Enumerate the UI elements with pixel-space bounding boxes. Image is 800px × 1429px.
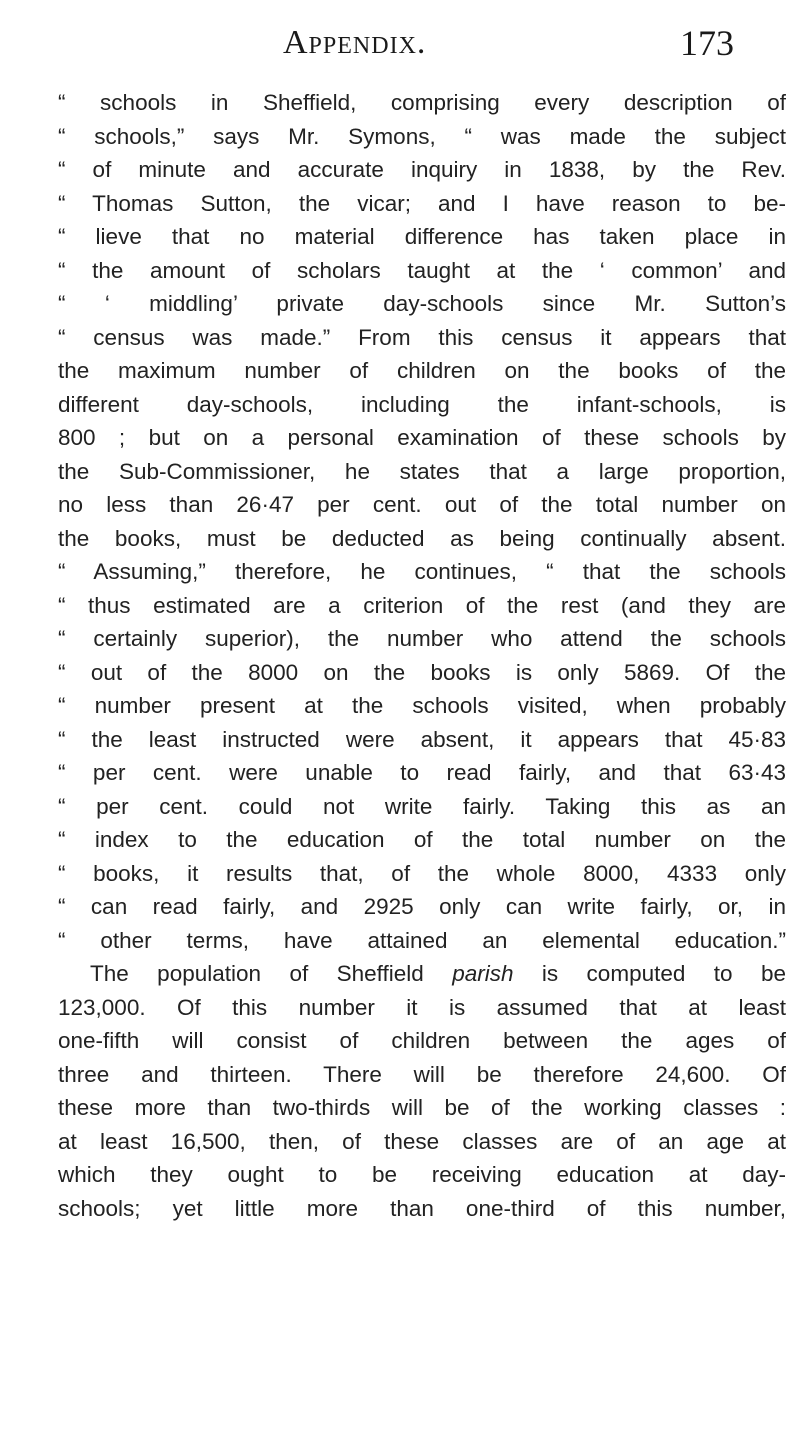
text-line: “ can read fairly, and 2925 only can write fairly, or, in: [58, 894, 786, 919]
running-head: [0, 20, 800, 68]
text-line: “ census was made.” From this census it appears that: [58, 324, 786, 350]
text-line: “ books, it results that, of the whole 8000, 4333 only: [58, 860, 786, 886]
page-number: 173: [680, 23, 734, 63]
text-line: “ index to the education of the total number on the: [58, 827, 786, 852]
text-line: “ out of the 8000 on the books is only 5869. Of the: [58, 659, 786, 685]
text-line: “ certainly superior), the number who attend the schools: [58, 626, 786, 651]
running-head-title: Appendix.: [283, 24, 427, 61]
body-text: [58, 86, 786, 1225]
text-line: “ number present at the schools visited, when probably: [58, 693, 786, 718]
text-line: the books, must be deducted as being continually absent.: [58, 525, 786, 551]
text-line: 123,000. Of this number it is assumed that at least: [58, 994, 786, 1020]
text-line: different day-schools, including the infant-schools, is: [58, 391, 786, 417]
text-line: “ per cent. could not write fairly. Taking this as an: [58, 793, 786, 819]
italic-word: parish: [452, 961, 514, 986]
text-line: the Sub-Commissioner, he states that a large proportion,: [58, 458, 786, 484]
paragraph-start-line: The population of Sheffield parish is computed to be: [90, 961, 786, 986]
text-line: which they ought to be receiving education at day-: [58, 1162, 786, 1187]
text-line: “ of minute and accurate inquiry in 1838, by the Rev.: [58, 157, 786, 182]
text-line: “ schools in Sheffield, comprising every description of: [58, 90, 786, 115]
text-line: “ the least instructed were absent, it appears that 45·83: [58, 726, 786, 752]
text-line: one-fifth will consist of children between the ages of: [58, 1028, 786, 1053]
text-line: “ schools,” says Mr. Symons, “ was made the subject: [58, 123, 786, 149]
text-line: “ thus estimated are a criterion of the rest (and they are: [58, 592, 786, 618]
text-line: “ per cent. were unable to read fairly, and that 63·43: [58, 760, 786, 785]
text-line: at least 16,500, then, of these classes are of an age at: [58, 1128, 786, 1154]
text-line: the maximum number of children on the books of the: [58, 358, 786, 383]
text-line: schools; yet little more than one-third of this number,: [58, 1195, 786, 1221]
text-line: “ ‘ middling’ private day-schools since Mr. Sutton’s: [58, 291, 786, 316]
text-line: three and thirteen. There will be therefore 24,600. Of: [58, 1061, 786, 1087]
text-line: 800 ; but on a personal examination of these schools by: [58, 425, 786, 450]
text-line: no less than 26·47 per cent. out of the total number on: [58, 492, 786, 517]
text-line: “ Thomas Sutton, the vicar; and I have reason to be-: [58, 190, 786, 216]
text-line: “ other terms, have attained an elemental education.”: [58, 927, 786, 953]
text-line: these more than two-thirds will be of the working classes :: [58, 1095, 786, 1120]
text-line: “ lieve that no material difference has taken place in: [58, 224, 786, 249]
text-line: “ Assuming,” therefore, he continues, “ that the schools: [58, 559, 786, 584]
text-line: “ the amount of scholars taught at the ‘ common’ and: [58, 257, 786, 283]
